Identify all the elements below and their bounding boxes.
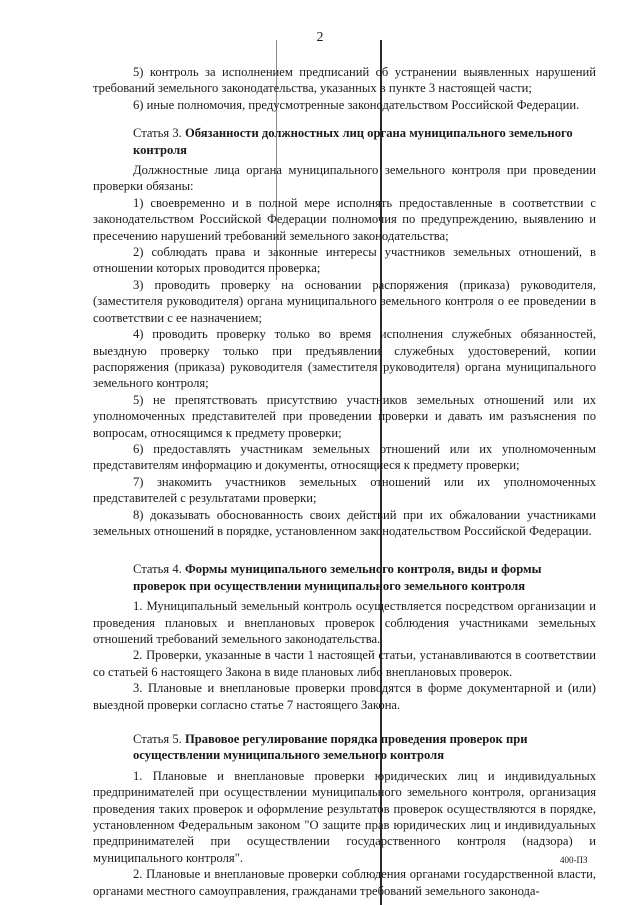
article3-item: 4) проводить проверку только во время исполнения служебных обязанностей, выездную проверку только при предъявлении служебных удостоверений, копии распоряжения (приказа) руководителя (заместителя руководителя) органа муниципального земельного контроля; xyxy=(93,327,596,391)
article3-label: Статья 3. xyxy=(133,126,182,141)
article4-label: Статья 4. xyxy=(133,562,182,577)
article3-heading xyxy=(93,125,596,158)
article2-item5: 5) контроль за исполнением предписаний об устранении выявленных нарушений требований земельного законодательства, указанных в пункте 3 настоящей части; xyxy=(93,65,596,96)
article5-item: 1. Плановые и внеплановые проверки юридических лиц и индивидуальных предпринимателей при осуществлении муниципального земельного контроля, организация проведения таких проверок и оформление результатов проверок осуществляются в порядке, установленном Федеральным законом "О защите прав юридических лиц и индивидуальных предпринимателей при осуществлении государственного контроля (надзора) и муниципального контроля". xyxy=(93,768,596,865)
article3-item: 8) доказывать обоснованность своих действий при их обжаловании участниками земельных отношений в порядке, установленном законодательством Российской Федерации. xyxy=(93,507,596,538)
article3-item: 1) своевременно и в полной мере исполнять предоставленные в соответствии с законодательством Российской Федерации полномочия по предупреждению, выявлению и пресечению нарушений требований земельного законодательства; xyxy=(93,195,596,243)
article4-item: 1. Муниципальный земельный контроль осуществляется посредством организации и проведения плановых и внеплановых проверок соблюдения участниками земельных отношений требований земельного законодательства. xyxy=(93,599,596,646)
article4-item: 3. Плановые и внеплановые проверки проводятся в форме документарной и (или) выездной проверки согласно статье 7 настоящего Закона. xyxy=(93,681,596,712)
article3-item: 5) не препятствовать присутствию участников земельных отношений или их уполномоченных представителей при проведении проверки и давать им разъяснения по вопросам, относящимся к предмету проверки; xyxy=(93,392,596,440)
article3-item: 2) соблюдать права и законные интересы участников земельных отношений, в отношении которых проводится проверка; xyxy=(93,245,596,276)
page-number: 2 xyxy=(316,30,324,45)
article5-heading xyxy=(93,731,596,764)
footer-code: 400-ПЗ xyxy=(560,855,588,865)
article3-item: 3) проводить проверку на основании распоряжения (приказа) руководителя, (заместителя руководителя) органа муниципального земельного контроля о ее проведении в соответствии с ее назначением; xyxy=(93,277,596,325)
article5-item: 2. Плановые и внеплановые проверки соблюдения органами государственной власти, органами местного самоуправления, гражданами требований земельного законода- xyxy=(93,867,596,898)
article4-title: Формы муниципального земельного контроля, виды и формы проверок при осуществлении муниципального земельного контроля xyxy=(133,562,542,593)
article3-item: 6) предоставлять участникам земельных отношений или их уполномоченным представителям информацию и документы, относящиеся к предмету проверки; xyxy=(93,441,596,473)
article3-title: Обязанности должностных лиц органа муниципального земельного контроля xyxy=(133,126,573,157)
article4-item: 2. Проверки, указанные в части 1 настоящей статьи, устанавливаются в соответствии со статьей 6 настоящего Закона в виде плановых либо внеплановых проверок. xyxy=(93,648,596,679)
article5-title: Правовое регулирование порядка проведения проверок при осуществлении муниципального земельного контроля xyxy=(133,732,528,763)
article4-heading xyxy=(93,561,596,594)
article3-item: 7) знакомить участников земельных отношений или их уполномоченных представителей с результатами проверки; xyxy=(93,474,596,506)
article3-intro: Должностные лица органа муниципального земельного контроля при проведении проверки обязаны: xyxy=(93,163,596,194)
article5-label: Статья 5. xyxy=(133,732,182,747)
article2-item6: 6) иные полномочия, предусмотренные законодательством Российской Федерации. xyxy=(133,97,580,112)
document-body xyxy=(93,64,596,899)
